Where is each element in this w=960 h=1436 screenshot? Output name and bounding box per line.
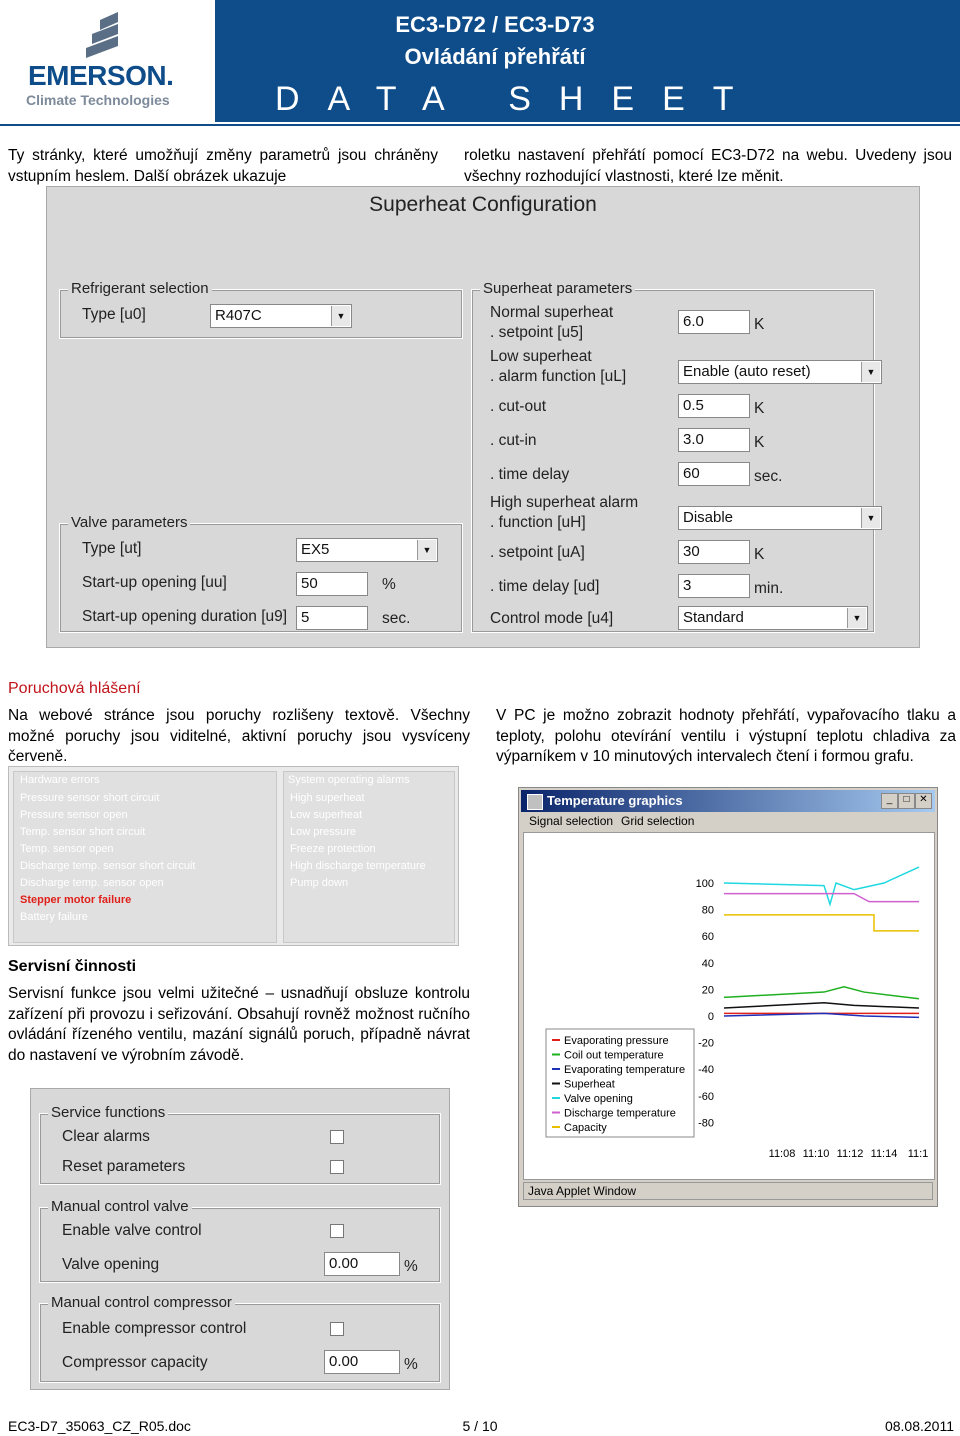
timedelay-ud-label: . time delay [ud] [490, 578, 600, 595]
cutout-input[interactable]: 0.5 [678, 394, 750, 418]
temperature-graphics-window [518, 787, 938, 1207]
clear-alarms-label: Clear alarms [62, 1128, 150, 1145]
legend-label: Discharge temperature [564, 1107, 676, 1120]
signal-trace [724, 915, 919, 931]
y-tick-label: -20 [698, 1037, 714, 1050]
footer-date: 08.08.2011 [884, 1418, 954, 1434]
system-alarm-item: Freeze protection [290, 843, 376, 855]
brand-logo [0, 0, 215, 122]
signal-trace [724, 1003, 919, 1008]
service-text: Servisní funkce jsou velmi užitečné – usnadňují obsluze kontrolu zařízení při provozu i seřizování. Obsahují rovněž možnost ručního ovládání řízeného ventilu, mazání signálů poruch, případně návrat do nastavení ve výrobním závodě. [8, 985, 470, 1064]
superheat-params-group [471, 280, 876, 633]
chevron-down-icon: ▼ [417, 540, 436, 560]
y-tick-label: 40 [701, 957, 714, 970]
high-superheat-label: High superheat alarm [490, 494, 639, 511]
hardware-errors-title: Hardware errors [20, 774, 100, 786]
cutout-unit: K [754, 400, 765, 417]
system-alarms-title: System operating alarms [288, 774, 410, 786]
cutin-label: . cut-in [490, 432, 537, 449]
manual-valve-group [39, 1198, 441, 1283]
system-alarm-item: Low pressure [290, 826, 357, 838]
signal-trace [724, 987, 919, 999]
intro-right: roletku nastavení přehřátí pomocí EC3-D72 na webu. Uvedeny jsou všechny rozhodující vlastnosti, které lze měnit. [464, 147, 952, 185]
valve-opening-unit: % [404, 1258, 418, 1275]
footer-page: 5 / 10 [462, 1418, 498, 1434]
header-band [215, 0, 960, 122]
system-alarm-item: Pump down [290, 877, 349, 889]
superheat-params-title: Superheat parameters [480, 280, 635, 297]
valve-opening-input[interactable]: 0.00 [324, 1252, 400, 1276]
alarm-ul-select[interactable]: Enable (auto reset) ▼ [678, 360, 882, 384]
startup-opening-input[interactable]: 50 [296, 572, 368, 596]
system-alarms-panel [283, 771, 455, 943]
valve-opening-label: Valve opening [62, 1256, 160, 1273]
chevron-down-icon: ▼ [331, 306, 350, 326]
manual-valve-title: Manual control valve [48, 1198, 192, 1215]
cutout-label: . cut-out [490, 398, 546, 415]
superheat-config-title: Superheat Configuration [369, 193, 597, 216]
hardware-error-item: Pressure sensor open [20, 809, 128, 821]
chevron-down-icon: ▼ [861, 362, 880, 382]
enable-valve-label: Enable valve control [62, 1222, 202, 1239]
control-mode-select[interactable]: Standard ▼ [678, 606, 868, 630]
setpoint-u5-label: . setpoint [u5] [490, 324, 584, 341]
system-alarm-item: Low superheat [290, 809, 363, 821]
setpoint-u5-unit: K [754, 316, 765, 333]
function-uh-label: . function [uH] [490, 514, 586, 531]
legend-label: Coil out temperature [564, 1049, 664, 1062]
valve-type-label: Type [ut] [82, 540, 142, 557]
enable-valve-checkbox[interactable] [330, 1224, 344, 1238]
service-functions-screenshot [30, 1088, 450, 1390]
service-functions-title: Service functions [48, 1104, 168, 1121]
menu-grid-selection[interactable]: Grid selection [621, 814, 695, 828]
valve-group-title: Valve parameters [68, 514, 190, 531]
setpoint-ua-unit: K [754, 546, 765, 563]
valve-group [59, 514, 463, 633]
service-functions-group [39, 1104, 441, 1185]
comp-capacity-unit: % [404, 1356, 418, 1373]
close-icon[interactable]: ✕ [915, 793, 932, 809]
java-app-icon [527, 794, 543, 810]
valve-type-select[interactable]: EX5 ▼ [296, 538, 438, 562]
control-mode-label: Control mode [u4] [490, 610, 614, 627]
maximize-icon[interactable]: □ [898, 793, 915, 809]
comp-capacity-input[interactable]: 0.00 [324, 1350, 400, 1374]
brand-name: EMERSON. [28, 60, 174, 91]
hardware-error-item: Temp. sensor short circuit [20, 826, 146, 838]
refrigerant-select[interactable]: R407C ▼ [210, 304, 352, 328]
manual-compressor-title: Manual control compressor [48, 1294, 235, 1311]
y-tick-label: 60 [701, 931, 714, 944]
y-tick-label: -60 [698, 1090, 714, 1103]
hardware-error-item: Temp. sensor open [20, 843, 114, 855]
applet-status-bar: Java Applet Window [523, 1182, 933, 1200]
hardware-error-item: Discharge temp. sensor open [20, 877, 164, 889]
hardware-error-item: Discharge temp. sensor short circuit [20, 860, 196, 872]
header-divider [0, 124, 960, 126]
chevron-down-icon: ▼ [861, 508, 880, 528]
brand-subtitle: Climate Technologies [26, 92, 170, 108]
refrigerant-group-title: Refrigerant selection [68, 280, 212, 297]
reset-params-checkbox[interactable] [330, 1160, 344, 1174]
normal-superheat-label: Normal superheat [490, 304, 614, 321]
x-tick-label: 11:10 [802, 1148, 830, 1160]
alarm-ul-label: . alarm function [uL] [490, 368, 627, 385]
refrigerant-group [59, 280, 463, 339]
service-heading: Servisní činnosti [8, 958, 137, 975]
fault-list-screenshot [8, 766, 459, 946]
enable-comp-checkbox[interactable] [330, 1322, 344, 1336]
startup-opening-unit: % [382, 576, 396, 593]
timedelay-unit: sec. [754, 468, 783, 485]
legend-label: Evaporating temperature [564, 1064, 686, 1076]
hardware-errors-panel [13, 771, 277, 943]
temperature-chart [524, 833, 934, 1179]
y-tick-label: 0 [707, 1011, 714, 1023]
comp-capacity-label: Compressor capacity [62, 1354, 208, 1371]
cutin-input[interactable]: 3.0 [678, 428, 750, 452]
pc-graph-text: V PC je možno zobrazit hodnoty přehřátí, vypařovacího tlaku a teploty, polohu otevírání ventilu i výstupní teplotu chladiva za výparníkem v 10 minutových intervalech čtení i formou grafu. [496, 707, 956, 765]
y-tick-label: 100 [695, 878, 714, 890]
legend-label: Capacity [564, 1122, 607, 1134]
window-title: Temperature graphics [547, 793, 683, 808]
y-tick-label: -80 [698, 1117, 714, 1130]
doc-title: EC3-D72 / EC3-D73 [395, 12, 595, 37]
hardware-error-item: Battery failure [20, 911, 88, 923]
y-tick-label: 80 [701, 904, 714, 917]
x-tick-label: 11:12 [836, 1148, 864, 1160]
setpoint-u5-input[interactable]: 6.0 [678, 310, 750, 334]
setpoint-ua-input[interactable]: 30 [678, 540, 750, 564]
timedelay-ud-unit: min. [754, 580, 784, 597]
faults-heading: Poruchová hlášení [8, 680, 141, 697]
startup-duration-unit: sec. [382, 610, 411, 627]
enable-comp-label: Enable compressor control [62, 1320, 247, 1337]
signal-trace [724, 867, 919, 904]
setpoint-ua-label: . setpoint [uA] [490, 544, 585, 561]
timedelay-ud-input[interactable]: 3 [678, 574, 750, 598]
signal-trace [724, 894, 919, 902]
y-tick-label: -40 [698, 1064, 714, 1077]
hardware-error-item: Stepper motor failure [20, 894, 132, 906]
x-tick-label: 11:1 [907, 1148, 929, 1160]
superheat-config-screenshot [46, 186, 920, 648]
refrigerant-type-label: Type [u0] [82, 306, 146, 323]
manual-compressor-group [39, 1294, 441, 1383]
legend-label: Evaporating pressure [564, 1035, 669, 1047]
hardware-error-item: Pressure sensor short circuit [20, 792, 160, 804]
window-titlebar [521, 790, 935, 812]
startup-opening-label: Start-up opening [uu] [82, 574, 227, 591]
function-uh-select[interactable]: Disable ▼ [678, 506, 882, 530]
legend-label: Valve opening [564, 1093, 633, 1105]
faults-text: Na webové stránce jsou poruchy rozlišeny textově. Všechny možné poruchy jsou viditelné, aktivní poruchy jsou vysvíceny červeně. [8, 707, 470, 765]
intro-left: Ty stránky, které umožňují změny parametrů jsou chráněny vstupním heslem. Další obrázek ukazuje [8, 147, 438, 185]
system-alarm-item: High discharge temperature [290, 860, 426, 872]
timedelay-label: . time delay [490, 466, 570, 483]
x-tick-label: 11:08 [768, 1148, 796, 1160]
timedelay-input[interactable]: 60 [678, 462, 750, 486]
menu-signal-selection[interactable]: Signal selection [529, 814, 614, 828]
doc-subtitle: Ovládání přehřátí [404, 44, 586, 69]
x-tick-label: 11:14 [870, 1148, 898, 1160]
system-alarm-item: High superheat [290, 792, 365, 804]
startup-duration-input[interactable]: 5 [296, 606, 368, 630]
chevron-down-icon: ▼ [847, 608, 866, 628]
startup-duration-label: Start-up opening duration [u9] [82, 608, 288, 625]
reset-params-label: Reset parameters [62, 1158, 186, 1175]
legend-label: Superheat [564, 1078, 615, 1091]
y-tick-label: 20 [701, 984, 714, 997]
data-sheet-label: DATA SHEET [275, 80, 762, 118]
clear-alarms-checkbox[interactable] [330, 1130, 344, 1144]
low-superheat-label: Low superheat [490, 348, 592, 365]
cutin-unit: K [754, 434, 765, 451]
graph-area [523, 832, 935, 1180]
minimize-icon[interactable]: _ [881, 793, 898, 809]
footer-filename: EC3-D7_35063_CZ_R05.doc [8, 1418, 191, 1434]
